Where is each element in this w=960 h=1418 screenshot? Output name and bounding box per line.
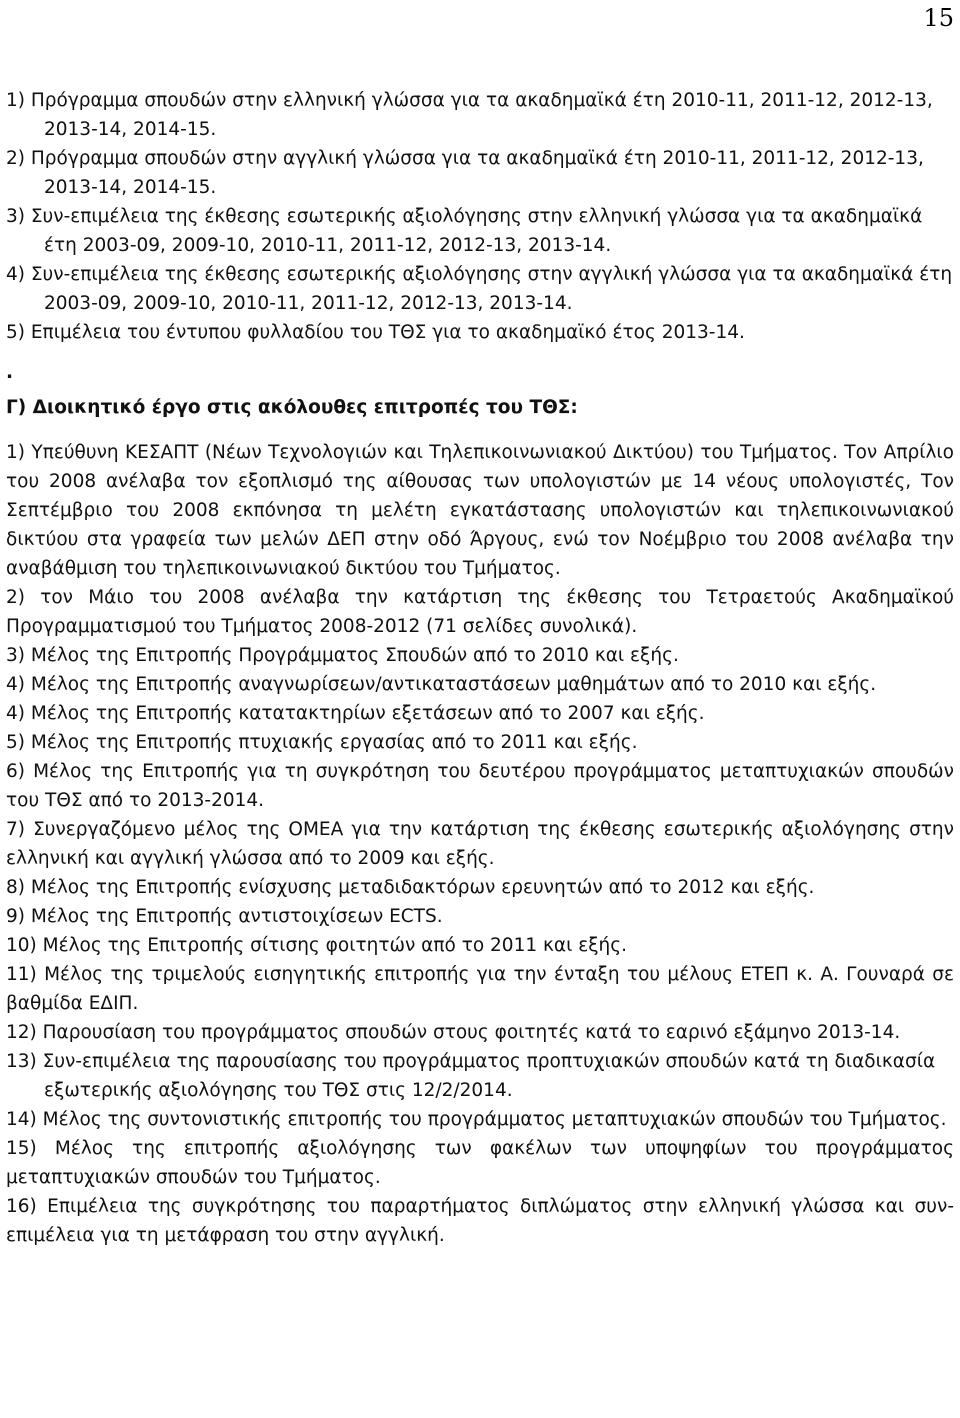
list-item: 8) Μέλος της Επιτροπής ενίσχυσης μεταδιδακτόρων ερευνητών από το 2012 και εξής.: [6, 877, 815, 898]
list-item: 15) Μέλος της επιτροπής αξιολόγησης των φακέλων των υποψηφίων του προγράμματος μεταπτυχιακών σπουδών του Τμήματος.: [6, 1138, 954, 1188]
list-item: 3) Μέλος της Επιτροπής Προγράμματος Σπουδών από το 2010 και εξής.: [6, 645, 679, 666]
list-item: 2) Πρόγραμμα σπουδών στην αγγλική γλώσσα για τα ακαδημαϊκά έτη 2010-11, 2011-12, 2012-13, 2013-14, 2014-15.: [6, 148, 924, 198]
list-item: 3) Συν-επιμέλεια της έκθεσης εσωτερικής αξιολόγησης στην ελληνική γλώσσα για τα ακαδημαϊκά έτη 2003-09, 2009-10, 2010-11, 2011-12, 2012-13, 2013-14.: [6, 206, 923, 256]
list-item: 5) Επιμέλεια του έντυπου φυλλαδίου του ΤΘΣ για το ακαδημαϊκό έτος 2013-14.: [6, 322, 745, 343]
list-item: 5) Μέλος της Επιτροπής πτυχιακής εργασίας από το 2011 και εξής.: [6, 732, 638, 753]
list-item: 4) Συν-επιμέλεια της έκθεσης εσωτερικής αξιολόγησης στην αγγλική γλώσσα για τα ακαδημαϊκά έτη 2003-09, 2009-10, 2010-11, 2011-12, 2012-13, 2013-14.: [6, 264, 953, 314]
list-item: 14) Μέλος της συντονιστικής επιτροπής του προγράμματος μεταπτυχιακών σπουδών του Τμήματος.: [6, 1109, 947, 1130]
list-item: 11) Μέλος της τριμελούς εισηγητικής επιτροπής για την ένταξη του μέλους ΕΤΕΠ κ. Α. Γουναρά σε βαθμίδα ΕΔΙΠ.: [6, 964, 954, 1014]
document-body: [6, 86, 954, 1250]
list-item: 4) Μέλος της Επιτροπής κατατακτηρίων εξετάσεων από το 2007 και εξής.: [6, 703, 705, 724]
list-item: 16) Επιμέλεια της συγκρότησης του παραρτήματος διπλώματος στην ελληνική γλώσσα και συν-επιμέλεια για τη μετάφραση του στην αγγλική.: [6, 1196, 954, 1246]
separator-dot: .: [6, 362, 14, 383]
list-item: 10) Μέλος της Επιτροπής σίτισης φοιτητών από το 2011 και εξής.: [6, 935, 628, 956]
section-heading: Γ) Διοικητικό έργο στις ακόλουθες επιτροπές του ΤΘΣ:: [6, 397, 578, 418]
list-item: 7) Συνεργαζόμενο μέλος της ΟΜΕΑ για την κατάρτιση της έκθεσης εσωτερικής αξιολόγησης στην ελληνική και αγγλική γλώσσα από το 2009 και εξής.: [6, 819, 954, 869]
list-item: 6) Μέλος της Επιτροπής για τη συγκρότηση του δευτέρου προγράμματος μεταπτυχιακών σπουδών του ΤΘΣ από το 2013-2014.: [6, 761, 954, 811]
list-item: 9) Μέλος της Επιτροπής αντιστοιχίσεων ECTS.: [6, 906, 443, 927]
list-item: 2) τον Μάιο του 2008 ανέλαβα την κατάρτιση της έκθεσης του Τετραετούς Ακαδημαϊκού Προγραμματισμού του Τμήματος 2008-2012 (71 σελίδες συνολικά).: [6, 587, 954, 637]
list-item: 1) Πρόγραμμα σπουδών στην ελληνική γλώσσα για τα ακαδημαϊκά έτη 2010-11, 2011-12, 2012-13, 2013-14, 2014-15.: [6, 90, 933, 140]
list-item: 12) Παρουσίαση του προγράμματος σπουδών στους φοιτητές κατά το εαρινό εξάμηνο 2013-14.: [6, 1022, 901, 1043]
page-number: 15: [923, 4, 954, 32]
list-item: 4) Μέλος της Επιτροπής αναγνωρίσεων/αντικαταστάσεων μαθημάτων από το 2010 και εξής.: [6, 674, 877, 695]
list-item: 13) Συν-επιμέλεια της παρουσίασης του προγράμματος προπτυχιακών σπουδών κατά τη διαδικασία εξωτερικής αξιολόγησης του ΤΘΣ στις 12/2/2014.: [6, 1051, 936, 1101]
list-item: 1) Υπεύθυνη ΚΕΣΑΠΤ (Νέων Τεχνολογιών και Τηλεπικοινωνιακού Δικτύου) του Τμήματος. Τον Απρίλιο του 2008 ανέλαβα τον εξοπλισμό της αίθουσας των υπολογιστών με 14 νέους υπολογιστές, Τον Σεπτέμβριο του 2008 εκπόνησα τη μελέτη εγκατάστασης υπολογιστών και τηλεπικοινωνιακού δικτύου στα γραφεία των μελών ΔΕΠ στην οδό Άργους, ενώ τον Νοέμβριο του 2008 ανέλαβα την αναβάθμιση του τηλεπικοινωνιακού δικτύου του Τμήματος.: [6, 442, 954, 579]
